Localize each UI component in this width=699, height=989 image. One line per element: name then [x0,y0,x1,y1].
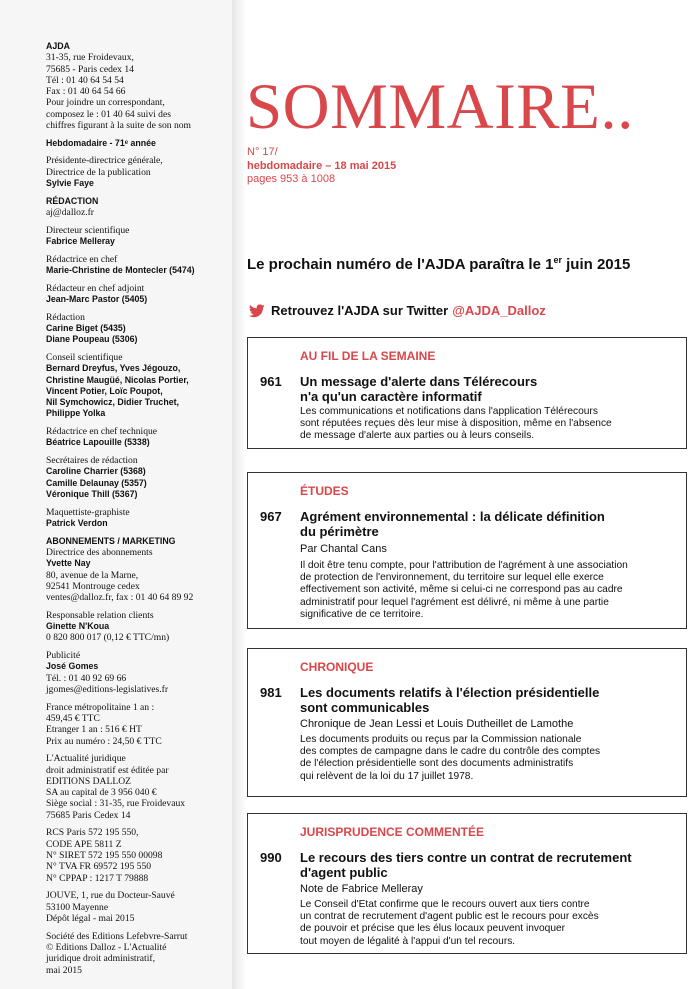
masthead-line: Hebdomadaire - 71ᵉ année [46,137,156,148]
masthead-block [46,426,232,449]
article-title-line: Le recours des tiers contre un contrat de recrutement [300,850,632,865]
masthead-line: Patrick Verdon [46,517,108,528]
masthead-line: AJDA [46,41,70,51]
masthead-line: Fabrice Melleray [46,236,115,247]
masthead-block [46,352,232,420]
summary-line: significative de ce territoire. [300,608,424,620]
masthead-line: Dépôt légal - mai 2015 [46,912,135,924]
summary-line: Les documents produits ou reçus par la Commission nationale [300,734,582,745]
masthead-line: Jean-Marc Pastor (5405) [46,293,148,304]
masthead-line: ABONNEMENTS / MARKETING [46,535,176,546]
section-heading: JURISPRUDENCE COMMENTÉE [300,825,485,839]
page-number: 961 [260,374,282,389]
masthead-line: Directrice de la publication [46,166,151,178]
article-title[interactable] [300,509,676,539]
masthead-line: 92541 Montrouge cedex [46,580,140,592]
masthead-line: droit administratif est éditée par [46,764,169,776]
summary-line: Les communications et notifications dans l'application Télérecours [300,406,598,417]
twitter-text: Retrouvez l'AJDA sur Twitter [271,303,449,318]
masthead-block [46,753,232,821]
summary-line: de message d'alerte aux parties ou à leurs conseils. [300,430,535,442]
masthead-line: 53100 Mayenne [46,901,109,913]
masthead-line: 31-35, rue Froidevaux, [46,52,134,64]
page-title: SOMMAIRE.. [246,71,634,143]
masthead-line: N° CPPAP : 1217 T 79888 [46,872,149,884]
masthead-line: Diane Poupeau (5306) [46,334,138,345]
masthead-line: Etranger 1 an : 516 € HT [46,724,142,736]
masthead-line: 75685 - Paris cedex 14 [46,63,134,75]
masthead-block [46,455,232,500]
summary-line: sont réputées reçues dès leur mise à disposition, même en l'absence [300,418,612,430]
section-box [247,337,687,449]
article-author: Note de Fabrice Melleray [300,883,423,895]
section-heading: CHRONIQUE [300,660,374,674]
masthead-line: Maquettiste-graphiste [46,506,130,518]
masthead-line: 0 820 800 017 (0,12 € TTC/mn) [46,632,170,644]
masthead-block [46,536,232,604]
masthead-line: EDITIONS DALLOZ [46,775,131,787]
masthead-block [46,931,232,976]
article-title-line: n'a qu'un caractère informatif [300,389,482,404]
masthead-line: aj@dalloz.fr [46,207,94,219]
masthead-line: Christine Maugüé, Nicolas Portier, [46,374,189,385]
masthead-line: Caroline Charrier (5368) [46,466,146,477]
section-box [247,813,687,954]
masthead-line: Sylvie Faye [46,178,94,189]
page-fold-shadow [232,0,246,989]
masthead-line: N° SIRET 572 195 550 00098 [46,850,163,862]
summary-line: Il doit être tenu compte, pour l'attribution de l'agrément à une association [300,560,628,571]
masthead-line: chiffres figurant à la suite de son nom [46,120,192,132]
next-issue-sup: er [553,255,562,265]
masthead-line: 80, avenue de la Marne, [46,569,139,581]
article-author: Par Chantal Cans [300,543,387,555]
masthead-line: Directeur scientifique [46,224,130,236]
issue-number: N° 17/ [247,146,278,158]
masthead-block [46,155,232,189]
masthead-line: N° TVA FR 69572 195 550 [46,861,152,873]
page-number: 967 [260,509,282,524]
masthead-line: 75685 Paris Cedex 14 [46,809,131,821]
masthead-line: Pour joindre un correspondant, [46,97,165,109]
masthead-line: Responsable relation clients [46,609,154,621]
masthead-block [46,196,232,219]
masthead-block [46,507,232,530]
next-issue-text: Le prochain numéro de l'AJDA paraîtra le 1 [247,256,554,273]
masthead-line: Société des Editions Lefebvre-Sarrut [46,930,188,942]
masthead-line: Prix au numéro : 24,50 € TTC [46,735,162,747]
next-issue-notice [247,255,630,273]
masthead-line: RCS Paris 572 195 550, [46,827,139,839]
masthead-block [46,138,232,149]
masthead-block [46,702,232,747]
article-title[interactable] [300,374,676,404]
masthead-line: José Gomes [46,661,99,672]
masthead-line: Fax : 01 40 64 54 66 [46,86,126,98]
masthead-line: © Editions Dalloz - L'Actualité [46,941,167,953]
masthead-line: Présidente-directrice générale, [46,155,163,167]
twitter-handle[interactable]: @AJDA_Dalloz [452,303,546,318]
masthead-line: Secrétaires de rédaction [46,455,138,467]
article-title-line: sont communicables [300,700,430,715]
masthead-line: L'Actualité juridique [46,753,126,765]
masthead-line: 459,45 € TTC [46,713,100,724]
twitter-line [249,303,546,318]
masthead-block [46,312,232,346]
article-summary [300,406,676,443]
masthead-line: RÉDACTION [46,195,99,206]
masthead-line: SA au capital de 3 956 040 € [46,787,157,799]
masthead-line: Tél : 01 40 64 54 54 [46,74,124,86]
masthead-line: Directrice des abonnements [46,546,153,558]
article-title-line: Un message d'alerte dans Télérecours [300,374,538,389]
article-title[interactable] [300,850,676,880]
page-number: 990 [260,850,282,865]
masthead-line: mai 2015 [46,964,82,976]
summary-line: administratif pour lequel l'agrément est délivré, ni même à une partie [300,596,609,608]
masthead-line: ventes@dalloz.fr, fax : 01 40 64 89 92 [46,592,194,604]
masthead-line: Rédactrice en chef [46,253,118,265]
article-title-line: Agrément environnemental : la délicate définition [300,509,605,524]
masthead-block [46,890,232,924]
masthead-line: Ginette N'Koua [46,621,110,632]
issue-date: hebdomadaire – 18 mai 2015 [247,159,397,172]
article-author: Chronique de Jean Lessi et Louis Dutheillet de Lamothe [300,718,574,730]
twitter-bird-icon [249,304,265,318]
masthead-line: Siège social : 31-35, rue Froidevaux [46,798,186,810]
masthead-line: JOUVE, 1, rue du Docteur-Sauvé [46,890,175,902]
masthead-line: Publicité [46,650,81,662]
masthead-line: Rédaction [46,311,85,323]
masthead-block [46,225,232,248]
masthead-line: Marie-Christine de Montecler (5474) [46,265,195,275]
article-title[interactable] [300,685,676,715]
masthead-block [46,283,232,306]
masthead-line: Rédactrice en chef technique [46,426,158,438]
summary-line: effectivement son activité, même si celui-ci ne correspond pas au cadre [300,584,623,596]
masthead-line: Tél. : 01 40 92 69 66 [46,672,127,684]
article-summary [300,560,676,621]
masthead-line: jgomes@editions-legislatives.fr [46,684,169,696]
masthead-block [46,610,232,644]
summary-line: tout moyen de légalité à l'appui d'un tel recours. [300,935,516,947]
section-heading: ÉTUDES [300,484,349,498]
masthead-line: Vincent Potier, Loïc Poupot, [46,385,163,396]
masthead-block [46,254,232,277]
page-number: 981 [260,685,282,700]
masthead-block [46,827,232,883]
masthead-line: Nil Symchowicz, Didier Truchet, [46,397,179,408]
masthead-line: Conseil scientifique [46,351,123,363]
summary-line: qui relèvent de la loi du 17 juillet 1978. [300,770,474,782]
masthead-line: Camille Delaunay (5357) [46,477,147,488]
masthead-block [46,41,232,131]
masthead-line: composez le : 01 40 64 suivi des [46,108,171,120]
article-title-line: du périmètre [300,524,379,539]
masthead-line: Béatrice Lapouille (5338) [46,437,150,448]
masthead-line: Rédacteur en chef adjoint [46,282,145,294]
masthead-block [46,650,232,695]
masthead-line: France métropolitaine 1 an : [46,701,155,713]
masthead-line: Véronique Thill (5367) [46,489,138,499]
summary-line: un contrat de recrutement d'agent public est le recours pour excès [300,911,599,923]
masthead-line: Philippe Yolka [46,408,106,419]
section-box [247,472,687,629]
issue-pages: pages 953 à 1008 [247,173,336,185]
next-issue-date: juin 2015 [561,256,631,273]
article-title-line: d'agent public [300,865,388,880]
masthead-line: CODE APE 5811 Z [46,838,122,850]
summary-line: des comptes de campagne dans le cadre du contrôle des comptes [300,746,601,758]
section-heading: AU FIL DE LA SEMAINE [300,349,436,363]
summary-line: de l'élection présidentielle sont des documents administratifs [300,758,574,770]
masthead-line: Yvette Nay [46,558,91,569]
masthead-line: Bernard Dreyfus, Yves Jégouzo, [46,363,181,374]
masthead [46,41,232,982]
article-summary [300,899,676,948]
article-title-line: Les documents relatifs à l'élection présidentielle [300,685,600,700]
summary-line: de protection de l'environnement, du territoire sur lequel elle exerce [300,572,604,584]
summary-line: de pouvoir et précise que les élus locaux peuvent invoquer [300,923,566,935]
article-summary [300,734,676,783]
summary-line: Le Conseil d'Etat confirme que le recours ouvert aux tiers contre [300,899,590,910]
masthead-line: juridique droit administratif, [46,953,155,965]
section-box [247,648,687,797]
issue-info [247,146,396,187]
masthead-line: Carine Biget (5435) [46,322,126,333]
